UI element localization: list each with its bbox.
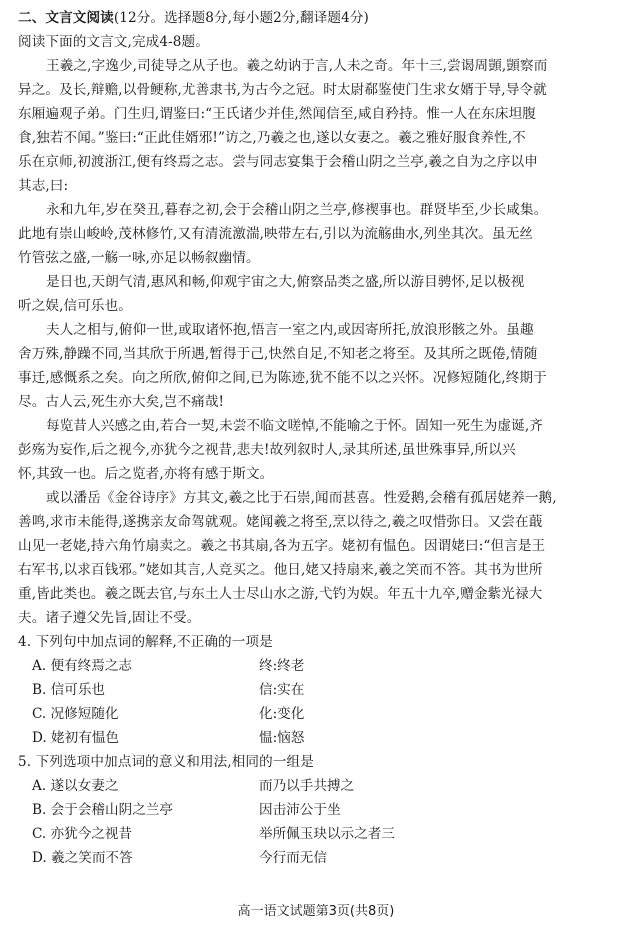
choice-option-b[interactable] (18, 798, 616, 822)
option-compare: 而乃以手共搏之 (259, 778, 355, 794)
question-4 (18, 630, 616, 750)
passage-line: 王羲之,字逸少,司徒导之从子也。羲之幼讷于言,人未之奇。年十三,尝谒周顗,顗察而 (46, 58, 548, 74)
passage-line: 善鸣,求市未能得,遂携亲友命驾就观。姥闻羲之将至,烹以待之,羲之叹惜弥日。又尝在蕺 (18, 514, 543, 530)
choice-option-d[interactable] (18, 726, 616, 750)
passage-line: 或以潘岳《金谷诗序》方其文,羲之比于石崇,闻而甚喜。性爱鹅,会稽有孤居姥养一鹅, (46, 490, 557, 506)
instruction: 阅读下面的文言文,完成4-8题。 (18, 34, 209, 50)
question-stem: 4. 下列句中加点词的解释,不正确的一项是 (18, 634, 273, 650)
option-text: D. 羲之笑而不答 (32, 850, 133, 866)
section-score: (12分。选择题8分,每小题2分,翻译题4分) (113, 10, 369, 26)
choice-option-b[interactable] (18, 678, 616, 702)
choice-option-d[interactable] (18, 846, 616, 870)
option-text: A. 便有终焉之志 (32, 658, 133, 674)
option-compare: 因击沛公于坐 (259, 802, 341, 818)
option-text: A. 遂以女妻之 (32, 778, 119, 794)
choice-option-c[interactable] (18, 702, 616, 726)
passage (18, 54, 616, 630)
passage-line: 其志,曰: (18, 178, 69, 194)
passage-line: 彭殇为妄作,后之视今,亦犹今之视昔,悲夫!故列叙时人,录其所述,虽世殊事异,所以兴 (18, 442, 516, 458)
option-text: B. 信可乐也 (32, 682, 106, 698)
option-gloss: 终:终老 (259, 658, 305, 674)
question-stem: 5. 下列选项中加点词的意义和用法,相同的一组是 (18, 754, 314, 770)
option-text: C. 况修短随化 (32, 706, 119, 722)
passage-line: 永和九年,岁在癸丑,暮春之初,会于会稽山阴之兰亭,修禊事也。群贤毕至,少长咸集。 (46, 202, 548, 218)
passage-line: 事迁,感慨系之矣。向之所欣,俯仰之间,已为陈迹,犹不能不以之兴怀。况修短随化,终期于 (18, 370, 547, 386)
passage-line: 乐在京师,初渡浙江,便有终焉之志。尝与同志宴集于会稽山阴之兰亭,羲之自为之序以申 (18, 154, 538, 170)
option-gloss: 化:变化 (259, 706, 305, 722)
passage-line: 竹管弦之盛,一觞一咏,亦足以畅叙幽情。 (18, 250, 260, 266)
passage-line: 此地有崇山峻岭,茂林修竹,又有清流激湍,映带左右,引以为流觞曲水,列坐其次。虽无丝 (18, 226, 534, 242)
option-gloss: 愠:恼怒 (259, 730, 305, 746)
passage-line: 东厢遍观子弟。门生归,谓鉴曰:“王氏诸少并佳,然闻信至,咸自矜持。惟一人在东床坦腹 (18, 106, 536, 122)
choice-option-a[interactable] (18, 654, 616, 678)
passage-line: 听之娱,信可乐也。 (18, 298, 132, 314)
option-gloss: 信:实在 (259, 682, 305, 698)
passage-line: 山见一老姥,持六角竹扇卖之。羲之书其扇,各为五字。姥初有愠色。因谓姥曰:“但言是王 (18, 538, 546, 554)
passage-line: 夫。诸子遵父先旨,固让不受。 (18, 610, 201, 626)
question-5 (18, 750, 616, 870)
option-compare: 举所佩玉玦以示之者三 (259, 826, 395, 842)
option-compare: 今行而无信 (259, 850, 327, 866)
passage-line: 每览昔人兴感之由,若合一契,未尝不临文嗟悼,不能喻之于怀。固知一死生为虚诞,齐 (46, 418, 543, 434)
option-text: C. 亦犹今之视昔 (32, 826, 133, 842)
passage-line: 夫人之相与,俯仰一世,或取诸怀抱,悟言一室之内,或因寄所托,放浪形骸之外。虽趣 (46, 322, 534, 338)
choice-option-a[interactable] (18, 774, 616, 798)
section-header (18, 6, 616, 30)
choice-option-c[interactable] (18, 822, 616, 846)
option-text: B. 会于会稽山阴之兰亭 (32, 802, 173, 818)
option-text: D. 姥初有愠色 (32, 730, 120, 746)
section-title: 二、文言文阅读 (18, 10, 114, 26)
passage-line: 食,独若不闻。”鉴曰:“正此佳婿邪!”访之,乃羲之也,遂以女妻之。羲之雅好服食养性,不 (18, 130, 526, 146)
passage-line: 右军书,以求百钱邪。”姥如其言,人竞买之。他日,姥又持扇来,羲之笑而不答。其书为世所 (18, 562, 543, 578)
passage-line: 重,皆此类也。羲之既去官,与东土人士尽山水之游,弋钓为娱。年五十九卒,赠金紫光禄大 (18, 586, 543, 602)
passage-line: 尽。古人云,死生亦大矣,岂不痛哉! (18, 394, 225, 410)
passage-line: 怀,其致一也。后之览者,亦将有感于斯文。 (18, 466, 274, 482)
passage-line: 异之。及长,辩赡,以骨鲠称,尤善隶书,为古今之冠。时太尉郗鉴使门生求女婿于导,导令就 (18, 82, 547, 98)
passage-line: 是日也,天朗气清,惠风和畅,仰观宇宙之大,俯察品类之盛,所以游目骋怀,足以极视 (46, 274, 525, 290)
passage-line: 舍万殊,静躁不同,当其欣于所遇,暂得于己,快然自足,不知老之将至。及其所之既倦,情随 (18, 346, 538, 362)
page-footer: 高一语文试题第3页(共8页) (237, 904, 395, 919)
